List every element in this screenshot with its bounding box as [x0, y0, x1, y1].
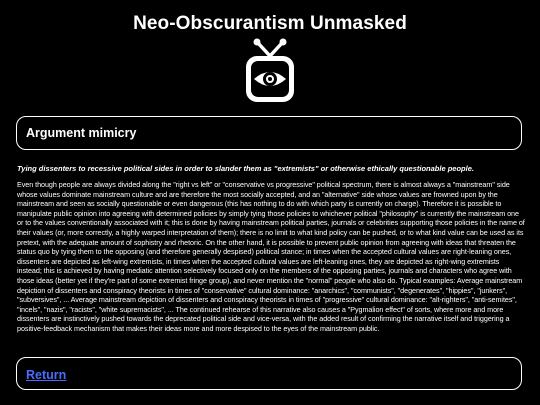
site-title: Neo-Obscurantism Unmasked — [133, 13, 407, 34]
section-content — [17, 164, 525, 334]
section-heading-box — [16, 116, 522, 150]
return-link[interactable]: Return — [26, 368, 67, 382]
section-body: Even though people are always divided along the "right vs left" or "conservative vs progressive" political spectrum, there is almost always a "mainstream" side whose values dominate mainstream culture and are therefore the most socially accepted, and an "alternative" side whose values are frowned upon by the mainstream and seen as socially questionable or even dangerous (this has nothing to do with which party is currently on charge). Therefore it is possible to manipulate public opinion into agreeing with determined policies by simply tying those policies to whichever political "philosophy" is currently the mainstream one or to the values conventionally associated with it; this is done by having mainstream political parties, journals or celebrities supporting those policies in the name of their values (or, more correctly, a highly warped interpretation of them); there is no limit to what kind policy can be pushed, or to what kind value can be used as its pretext, with the adequate amount of sophistry and rhetoric. On the other hand, it is possible to prevent public opinion from agreeing with ideas that threaten the status quo by tying them to the opposing (and therefore generally despised) political stance; in times when the accepted cultural values are right-leaning ones, dissenters are depicted as left-wing extremists, in times when the accepted cultural values are left-leaning ones, they are depicted as right-wing extremists instead; this is achieved by having mediatic attention selectively focused only on the members of the opposing parties, journals and characters who agree with those ideas (better yet if they're part of some extremist fringe group), and never mention the "normal" people who also do. Typical examples: Average mainstream depiction of dissenters and conspiracy theorists in times of "conservative" cultural dominance: "anarchics", "communists", "degenerates", "hippies", "junkers", "subversives", ... Average mainstream depiction of dissenters and conspiracy theorists in times of "progressive" cultural dominance: "alt-righters", "anti-semites", "incels", "nazis", "racists", "white supremacists", ... The continued rehearse of this narrative also causes a "Pygmalion effect" of sorts, where more and more dissenters are instinctively pushed towards the deprecated political side and vice-versa, with the added result of confirming the narrative itself and triggering a positive-feedback mechanism that makes their ideas more and more despised to the eyes of the mainstream public. — [17, 180, 525, 333]
section-heading: Argument mimicry — [26, 126, 137, 140]
footer-box — [16, 357, 522, 390]
eye-tv-icon — [242, 38, 298, 104]
section-summary: Tying dissenters to recessive political sides in order to slander them as "extremists" or otherwise ethically questionable people. — [17, 164, 474, 173]
